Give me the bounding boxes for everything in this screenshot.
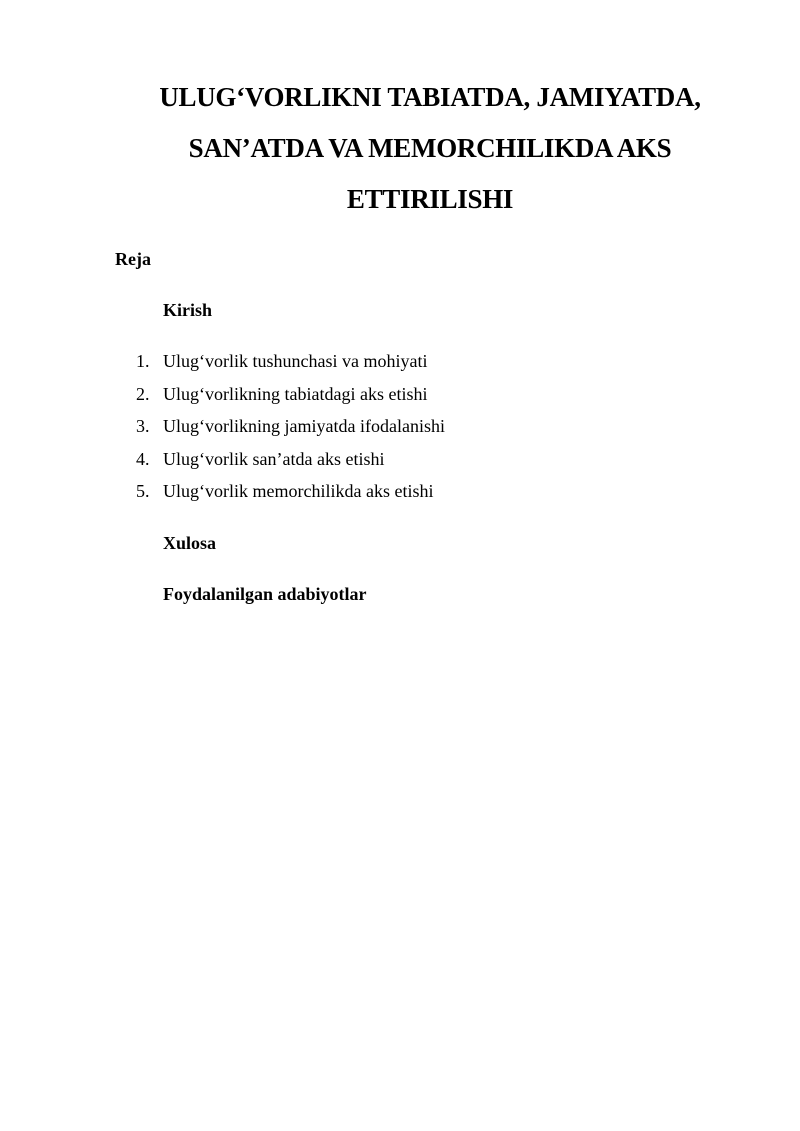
list-item-number: 2. bbox=[136, 383, 150, 404]
plan-heading: Reja bbox=[115, 249, 151, 269]
list-item-text: Ulug‘vorlikning jamiyatda ifodalanishi bbox=[163, 416, 445, 436]
list-item-number: 3. bbox=[136, 416, 150, 436]
conclusion-heading: Xulosa bbox=[163, 533, 217, 553]
list-item-number: 5. bbox=[136, 481, 150, 501]
document-title bbox=[110, 72, 750, 225]
intro-heading: Kirish bbox=[163, 300, 213, 320]
list-item-text: Ulug‘vorlikning tabiatdagi aks etishi bbox=[163, 383, 428, 404]
list-item-text: Ulug‘vorlik san’atda aks etishi bbox=[163, 448, 385, 469]
list-item-number: 1. bbox=[136, 351, 150, 371]
list-item-text: Ulug‘vorlik memorchilikda aks etishi bbox=[163, 481, 434, 501]
list-item-text: Ulug‘vorlik tushunchasi va mohiyati bbox=[163, 351, 428, 371]
list-item-number: 4. bbox=[136, 448, 150, 469]
references-heading: Foydalanilgan adabiyotlar bbox=[163, 584, 367, 604]
title-line-2: SAN’ATDA VA MEMORCHILIKDA AKS bbox=[188, 133, 672, 163]
title-line-3: ETTIRILISHI bbox=[346, 184, 514, 214]
title-line-1: ULUG‘VORLIKNI TABIATDA, JAMIYATDA, bbox=[159, 82, 701, 112]
